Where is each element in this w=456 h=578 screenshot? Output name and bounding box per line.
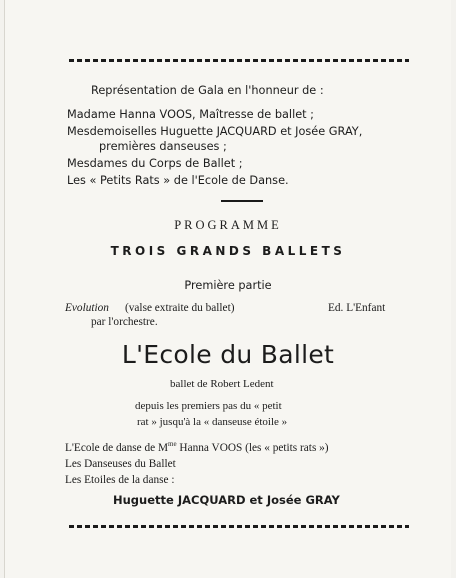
cast-line: Les Danseuses du Ballet bbox=[65, 458, 176, 470]
cast-line bbox=[65, 440, 329, 454]
part-heading: Première partie bbox=[184, 279, 272, 292]
ballet-title: L'Ecole du Ballet bbox=[121, 340, 335, 369]
ballet-description: rat » jusqu'à la « danseuse étoile » bbox=[137, 416, 288, 428]
ballet-author: ballet de Robert Ledent bbox=[170, 378, 274, 390]
honoree-line: Les « Petits Rats » de l'Ecole de Danse. bbox=[67, 174, 289, 187]
piece-composer: Ed. L'Enfant bbox=[328, 302, 386, 314]
cast-line: Les Etoiles de la danse : bbox=[65, 474, 175, 486]
piece-title: Evolution bbox=[65, 302, 109, 314]
cast-text: L'Ecole de danse de M bbox=[65, 441, 169, 454]
cast-text: Hanna VOOS (les « petits rats ») bbox=[176, 441, 329, 454]
cast-superscript: me bbox=[168, 440, 177, 448]
programme-title: PROGRAMME bbox=[174, 218, 282, 232]
piece-description: (valse extraite du ballet) bbox=[125, 302, 235, 314]
top-dashed-rule bbox=[69, 59, 409, 62]
honoree-line: Mesdames du Corps de Ballet ; bbox=[67, 157, 243, 170]
honoree-line: premières danseuses ; bbox=[99, 140, 227, 153]
intro-line: Représentation de Gala en l'honneur de : bbox=[91, 84, 324, 97]
bottom-dashed-rule bbox=[69, 525, 409, 528]
honoree-line: Madame Hanna VOOS, Maîtresse de ballet ; bbox=[67, 108, 314, 121]
programme-subtitle: TROIS GRANDS BALLETS bbox=[110, 244, 346, 258]
program-page bbox=[4, 0, 451, 578]
stars-line: Huguette JACQUARD et Josée GRAY bbox=[113, 493, 340, 507]
honoree-line: Mesdemoiselles Huguette JACQUARD et Josée GRAY, bbox=[67, 125, 363, 138]
section-divider bbox=[221, 200, 263, 202]
ballet-description: depuis les premiers pas du « petit bbox=[135, 400, 282, 412]
piece-performer: par l'orchestre. bbox=[91, 316, 158, 328]
